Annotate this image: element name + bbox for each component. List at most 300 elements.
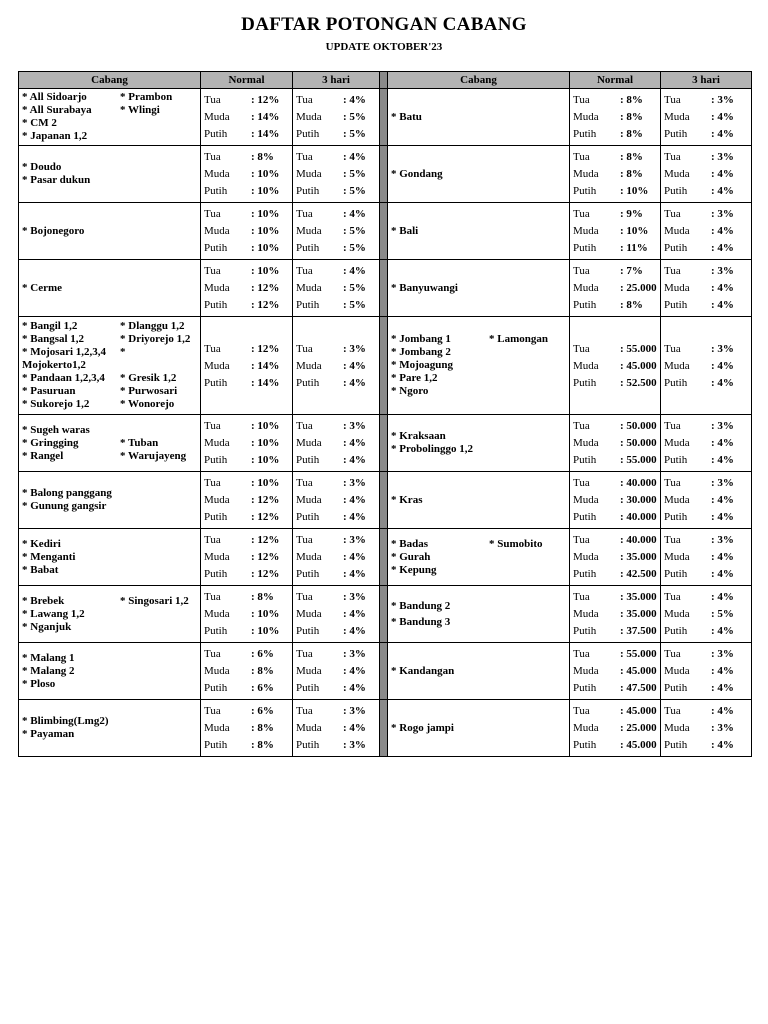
- discount-value: : 25.000: [620, 722, 657, 734]
- column-separator: [380, 586, 388, 643]
- table-header-row: [19, 72, 752, 89]
- value-line-tua: [293, 589, 379, 606]
- branch-line: [22, 595, 197, 608]
- grade-label: Muda: [296, 437, 322, 449]
- grade-label: Putih: [204, 242, 228, 254]
- value-list: [570, 475, 660, 526]
- branch-cell: [388, 586, 570, 643]
- value-line-muda: [293, 435, 379, 452]
- branch-list: [388, 494, 569, 507]
- value-line-muda: [293, 166, 379, 183]
- branch-list: [19, 161, 200, 187]
- grade-label: Tua: [296, 591, 313, 603]
- value-line-putih: [201, 566, 292, 583]
- branch-name: [120, 608, 197, 621]
- value-line-muda: [570, 606, 660, 623]
- grade-label: Putih: [296, 242, 320, 254]
- branch-line: [22, 130, 197, 143]
- grade-label: Putih: [204, 511, 228, 523]
- grade-label: Muda: [664, 359, 690, 372]
- value-line-putih: [661, 374, 751, 391]
- grade-label: Tua: [204, 265, 221, 277]
- grade-label: Muda: [296, 608, 322, 620]
- grade-label: Muda: [664, 494, 690, 506]
- value-line-putih: [201, 509, 292, 526]
- grade-label: Putih: [664, 242, 688, 254]
- grade-label: Tua: [573, 591, 590, 603]
- value-line-muda: [293, 223, 379, 240]
- branch-name: * Pare 1,2: [391, 372, 438, 384]
- value-line-muda: [201, 280, 292, 297]
- branch-cell: [388, 260, 570, 317]
- grade-label: Muda: [573, 111, 599, 123]
- value-line-tua: [661, 263, 751, 280]
- discount-value: : 42.500: [620, 568, 657, 580]
- value-line-putih: [570, 126, 660, 143]
- grade-label: Tua: [204, 591, 221, 603]
- value-line-putih: [293, 623, 379, 640]
- grade-label: Muda: [573, 225, 599, 237]
- discount-value: : 14%: [251, 359, 280, 372]
- grade-label: Putih: [204, 376, 228, 389]
- value-line-muda: [661, 492, 751, 509]
- value-line-putih: [293, 297, 379, 314]
- column-separator: [380, 415, 388, 472]
- discount-value: : 10%: [251, 242, 280, 254]
- grade-label: Muda: [573, 359, 599, 372]
- discount-value: : 4%: [711, 128, 734, 140]
- value-line-tua: [661, 418, 751, 435]
- value-list: [661, 703, 751, 754]
- value-list: [293, 646, 379, 697]
- value-list: [293, 263, 379, 314]
- grade-label: Tua: [664, 208, 681, 220]
- discount-value: : 6%: [251, 648, 274, 660]
- discount-value: : 4%: [343, 511, 366, 523]
- discount-value: : 10%: [251, 625, 280, 637]
- three-day-cell: [293, 643, 380, 700]
- branch-name: * Blimbing(Lmg2): [22, 715, 109, 727]
- grade-label: Tua: [204, 705, 221, 717]
- header-cabang-right: Cabang: [388, 72, 570, 89]
- grade-label: Tua: [664, 648, 681, 660]
- value-line-muda: [661, 663, 751, 680]
- value-line-muda: [570, 166, 660, 183]
- value-line-putih: [570, 297, 660, 314]
- three-day-cell: [293, 317, 380, 415]
- discount-value: : 4%: [343, 208, 366, 220]
- grade-label: Putih: [204, 739, 228, 751]
- column-separator: [380, 89, 388, 146]
- discount-value: : 8%: [251, 722, 274, 734]
- value-list: [201, 149, 292, 200]
- table-row: [19, 203, 752, 260]
- grade-label: Putih: [573, 682, 597, 694]
- discount-value: : 4%: [343, 94, 366, 106]
- branch-name: * Japanan 1,2: [22, 130, 88, 142]
- discount-value: : 8%: [620, 111, 643, 123]
- grade-label: Putih: [296, 128, 320, 140]
- branch-name: * Doudo: [22, 161, 62, 173]
- table-row: [19, 529, 752, 586]
- discount-value: : 55.000: [620, 454, 657, 466]
- discount-value: : 12%: [251, 511, 280, 523]
- branch-name: * Ngoro: [391, 385, 429, 397]
- discount-value: : 10%: [620, 225, 649, 237]
- value-line-muda: [201, 492, 292, 509]
- grade-label: Muda: [573, 437, 599, 449]
- discount-value: : 5%: [343, 282, 366, 294]
- value-line-tua: [293, 418, 379, 435]
- discount-value: : 55.000: [620, 648, 657, 660]
- three-day-cell: [661, 203, 752, 260]
- discount-value: : 4%: [711, 591, 734, 603]
- grade-label: Tua: [296, 342, 313, 355]
- header-3hari-left: 3 hari: [293, 72, 380, 89]
- branch-name: * All Surabaya: [22, 104, 92, 116]
- discount-value: : 3%: [343, 477, 366, 489]
- value-line-muda: [293, 606, 379, 623]
- discount-value: : 12%: [251, 568, 280, 580]
- value-line-tua: [201, 646, 292, 663]
- branch-cell: [388, 146, 570, 203]
- discount-value: : 10%: [251, 437, 280, 449]
- grade-label: Putih: [573, 568, 597, 580]
- branch-name: * Ploso: [22, 677, 56, 690]
- branch-cell: [19, 700, 201, 757]
- value-line-muda: [293, 663, 379, 680]
- discount-value: : 3%: [711, 265, 734, 277]
- grade-label: Tua: [204, 208, 221, 220]
- header-normal-left: Normal: [201, 72, 293, 89]
- page-title: DAFTAR POTONGAN CABANG: [241, 14, 527, 35]
- value-line-tua: [293, 206, 379, 223]
- value-list: [661, 418, 751, 469]
- three-day-cell: [293, 260, 380, 317]
- table-row: [19, 472, 752, 529]
- normal-cell: [201, 415, 293, 472]
- value-line-tua: [293, 646, 379, 663]
- normal-cell: [570, 203, 661, 260]
- normal-cell: [201, 89, 293, 146]
- grade-label: Putih: [664, 568, 688, 580]
- discount-value: : 12%: [251, 94, 280, 106]
- discount-value: : 35.000: [620, 608, 657, 620]
- branch-name: * Menganti: [22, 550, 76, 563]
- value-line-tua: [661, 703, 751, 720]
- grade-label: Muda: [573, 551, 599, 563]
- value-line-putih: [293, 240, 379, 257]
- three-day-cell: [293, 415, 380, 472]
- discount-value: : 12%: [251, 282, 280, 294]
- grade-label: Putih: [664, 454, 688, 466]
- discount-value: : 5%: [343, 225, 366, 237]
- value-line-muda: [201, 223, 292, 240]
- branch-name: * Prambon: [120, 91, 173, 103]
- branch-name: * Pandaan 1,2,3,4: [22, 372, 105, 384]
- grade-label: Muda: [204, 168, 230, 180]
- branch-name: * Gringging: [22, 436, 79, 449]
- grade-label: Tua: [573, 420, 590, 432]
- branch-name: * Dlanggu 1,2: [120, 320, 185, 332]
- branch-name: * Sumobito: [489, 537, 543, 550]
- value-line-muda: [661, 280, 751, 297]
- discount-value: : 52.500: [620, 376, 657, 389]
- branch-name: [120, 359, 197, 372]
- value-list: [201, 589, 292, 640]
- branch-name: * CM 2: [22, 117, 57, 129]
- value-line-putih: [570, 680, 660, 697]
- value-line-tua: [201, 475, 292, 492]
- grade-label: Muda: [204, 111, 230, 123]
- value-line-tua: [201, 589, 292, 606]
- value-line-muda: [570, 109, 660, 126]
- value-line-muda: [570, 223, 660, 240]
- branch-name: * Badas: [391, 537, 428, 550]
- discount-value: : 4%: [711, 168, 734, 180]
- grade-label: Tua: [664, 705, 681, 717]
- value-line-tua: [201, 263, 292, 280]
- value-line-putih: [201, 452, 292, 469]
- value-list: [570, 340, 660, 391]
- branch-name: * Mojosari 1,2,3,4: [22, 346, 107, 358]
- value-line-putih: [661, 126, 751, 143]
- value-list: [661, 92, 751, 143]
- value-line-tua: [661, 92, 751, 109]
- grade-label: Putih: [296, 739, 320, 751]
- branch-cell: [388, 317, 570, 415]
- branch-list: [388, 722, 569, 735]
- three-day-cell: [293, 89, 380, 146]
- branch-cell: [388, 700, 570, 757]
- branch-name: * Lawang 1,2: [22, 607, 85, 620]
- branch-line: [22, 359, 197, 372]
- value-line-putih: [201, 297, 292, 314]
- branch-line: [391, 333, 566, 346]
- value-line-muda: [661, 435, 751, 452]
- branch-name: * Nganjuk: [22, 620, 72, 633]
- value-list: [201, 92, 292, 143]
- grade-label: Tua: [204, 151, 221, 163]
- grade-label: Putih: [573, 185, 597, 197]
- discount-value: : 3%: [711, 477, 734, 489]
- branch-name: * Payaman: [22, 728, 75, 740]
- discount-value: : 4%: [343, 437, 366, 449]
- grade-label: Muda: [664, 168, 690, 180]
- discount-value: : 3%: [343, 591, 366, 603]
- branch-name: * Batu: [391, 110, 422, 123]
- value-list: [201, 340, 292, 391]
- branch-name: * Singosari 1,2: [120, 594, 189, 607]
- value-list: [201, 206, 292, 257]
- value-line-tua: [293, 532, 379, 549]
- value-list: [570, 646, 660, 697]
- branch-name: * Lamongan: [489, 333, 548, 345]
- value-line-tua: [661, 646, 751, 663]
- discount-value: : 8%: [620, 168, 643, 180]
- discount-value: : 10%: [251, 608, 280, 620]
- normal-cell: [570, 472, 661, 529]
- discount-value: : 8%: [620, 94, 643, 106]
- grade-label: Muda: [204, 608, 230, 620]
- discount-value: : 5%: [343, 168, 366, 180]
- normal-cell: [201, 260, 293, 317]
- branch-list: [19, 595, 200, 634]
- branch-name: * Sugeh waras: [22, 423, 90, 436]
- branch-line: [391, 346, 566, 359]
- grade-label: Muda: [296, 111, 322, 123]
- value-list: [201, 532, 292, 583]
- grade-label: Muda: [296, 359, 322, 372]
- discount-value: : 5%: [711, 608, 734, 620]
- value-list: [293, 589, 379, 640]
- grade-label: Muda: [664, 282, 690, 294]
- value-line-muda: [661, 109, 751, 126]
- branch-cell: [19, 643, 201, 700]
- discount-value: : 4%: [343, 494, 366, 506]
- branch-name: * Wlingi: [120, 104, 160, 116]
- grade-label: Putih: [204, 128, 228, 140]
- value-list: [201, 703, 292, 754]
- branch-name: * Gunung gangsir: [22, 500, 107, 512]
- discount-value: : 12%: [251, 494, 280, 506]
- discount-value: : 12%: [251, 534, 280, 546]
- branch-cell: [388, 415, 570, 472]
- value-line-tua: [293, 149, 379, 166]
- grade-label: Muda: [296, 551, 322, 563]
- table-row: [19, 586, 752, 643]
- branch-name: [489, 359, 566, 372]
- discount-value: : 10%: [620, 185, 649, 197]
- grade-label: Muda: [296, 168, 322, 180]
- discount-value: : 7%: [620, 265, 643, 277]
- value-line-putih: [201, 240, 292, 257]
- grade-label: Putih: [573, 739, 597, 751]
- grade-label: Muda: [664, 551, 690, 563]
- branch-list: [388, 333, 569, 398]
- normal-cell: [201, 643, 293, 700]
- three-day-cell: [661, 415, 752, 472]
- grade-label: Putih: [296, 511, 320, 523]
- grade-label: Tua: [573, 265, 590, 277]
- branch-name: * Jombang 1: [391, 333, 451, 345]
- grade-label: Putih: [296, 568, 320, 580]
- value-list: [201, 646, 292, 697]
- branch-name: * Tuban: [120, 436, 159, 449]
- discount-value: : 10%: [251, 454, 280, 466]
- grade-label: Muda: [204, 665, 230, 677]
- branch-cell: [19, 146, 201, 203]
- branch-list: [388, 168, 569, 181]
- value-line-putih: [201, 737, 292, 754]
- value-line-putih: [661, 737, 751, 754]
- branch-line: [22, 333, 197, 346]
- grade-label: Putih: [664, 682, 688, 694]
- branch-name: * All Sidoarjo: [22, 91, 87, 103]
- discount-value: : 8%: [251, 151, 274, 163]
- discount-value: : 4%: [711, 299, 734, 311]
- branch-name: * Malang 1: [22, 651, 75, 664]
- value-line-tua: [570, 532, 660, 549]
- three-day-cell: [661, 472, 752, 529]
- discount-value: : 4%: [343, 568, 366, 580]
- value-line-tua: [570, 92, 660, 109]
- discount-value: : 4%: [343, 454, 366, 466]
- branch-cell: [19, 317, 201, 415]
- discount-value: : 5%: [343, 185, 366, 197]
- value-list: [570, 206, 660, 257]
- column-separator: [380, 317, 388, 415]
- value-line-putih: [201, 623, 292, 640]
- table-body: [19, 89, 752, 757]
- discount-value: : 40.000: [620, 477, 657, 489]
- grade-label: Putih: [204, 682, 228, 694]
- value-line-putih: [201, 680, 292, 697]
- discount-value: : 8%: [620, 151, 643, 163]
- value-line-putih: [570, 374, 660, 391]
- value-line-tua: [201, 532, 292, 549]
- grade-label: Tua: [296, 477, 313, 489]
- branch-name: * Bali: [391, 224, 419, 237]
- value-line-muda: [293, 357, 379, 374]
- normal-cell: [201, 586, 293, 643]
- discount-value: : 4%: [343, 359, 366, 372]
- grade-label: Tua: [296, 648, 313, 660]
- discount-value: : 45.000: [620, 359, 657, 372]
- value-list: [201, 263, 292, 314]
- grade-label: Muda: [573, 168, 599, 180]
- discount-value: : 3%: [343, 648, 366, 660]
- discount-value: : 4%: [343, 265, 366, 277]
- value-line-putih: [293, 183, 379, 200]
- three-day-cell: [661, 317, 752, 415]
- value-line-putih: [570, 623, 660, 640]
- discount-value: : 10%: [251, 477, 280, 489]
- grade-label: Muda: [204, 437, 230, 449]
- normal-cell: [201, 146, 293, 203]
- branch-list: [388, 430, 569, 456]
- branch-name: * Bangil 1,2: [22, 320, 78, 332]
- branch-cell: [19, 472, 201, 529]
- grade-label: Tua: [573, 648, 590, 660]
- value-line-tua: [570, 475, 660, 492]
- value-line-muda: [201, 166, 292, 183]
- grade-label: Putih: [204, 185, 228, 197]
- branch-name: * Gresik 1,2: [120, 372, 177, 384]
- normal-cell: [570, 529, 661, 586]
- discount-value: : 45.000: [620, 705, 657, 717]
- discount-value: : 12%: [251, 551, 280, 563]
- discount-value: : 3%: [711, 722, 734, 734]
- discount-value: : 40.000: [620, 511, 657, 523]
- three-day-cell: [661, 146, 752, 203]
- discount-value: : 14%: [251, 128, 280, 140]
- value-line-putih: [570, 240, 660, 257]
- grade-label: Muda: [204, 225, 230, 237]
- discount-value: : 14%: [251, 376, 280, 389]
- page-subtitle: UPDATE OKTOBER'23: [325, 41, 443, 53]
- discount-value: : 9%: [620, 208, 643, 220]
- grade-label: Tua: [664, 94, 681, 106]
- branch-list: [19, 320, 200, 411]
- grade-label: Muda: [296, 494, 322, 506]
- grade-label: Putih: [573, 511, 597, 523]
- grade-label: Putih: [296, 625, 320, 637]
- discount-value: : 4%: [711, 739, 734, 751]
- discount-value: : 4%: [711, 376, 734, 389]
- discount-value: : 11%: [620, 242, 648, 254]
- discount-value: : 50.000: [620, 437, 657, 449]
